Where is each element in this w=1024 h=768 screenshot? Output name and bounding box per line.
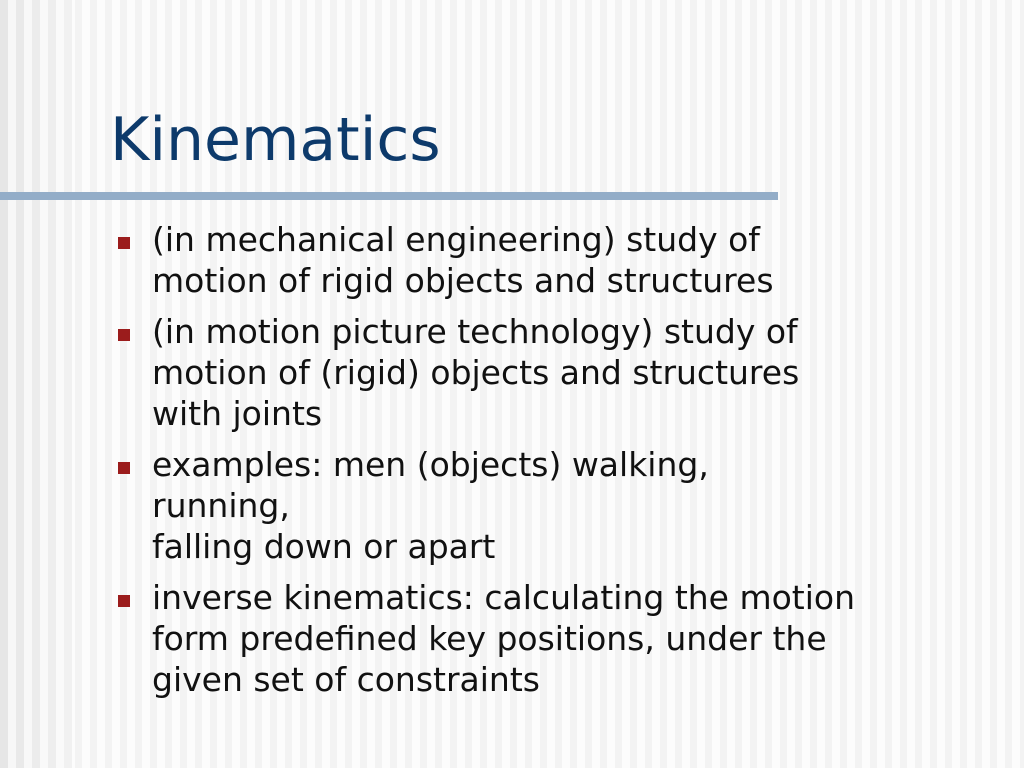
bullet-item (116, 311, 1016, 434)
bullet-item (116, 219, 1016, 301)
square-bullet-icon (118, 237, 130, 249)
title-divider (0, 192, 778, 200)
bullet-line: given set of constraints (152, 660, 540, 699)
bullet-line: inverse kinematics: calculating the motion (152, 578, 856, 617)
bullet-item (116, 444, 1016, 567)
bullet-line: falling down or apart (152, 527, 496, 566)
bullet-line: motion of (rigid) objects and structures (152, 353, 800, 392)
bullet-line: running, (152, 486, 290, 525)
square-bullet-icon (118, 595, 130, 607)
bullet-line: examples: men (objects) walking, (152, 445, 709, 484)
bullet-line: (in motion picture technology) study of (152, 312, 798, 351)
bullet-line: motion of rigid objects and structures (152, 261, 774, 300)
bullet-line: with joints (152, 394, 323, 433)
slide-title: Kinematics (110, 105, 441, 175)
square-bullet-icon (118, 329, 130, 341)
bullet-item (116, 577, 1016, 700)
bullet-line: (in mechanical engineering) study of (152, 220, 760, 259)
bullet-line: form predefined key positions, under the (152, 619, 827, 658)
bullet-list (116, 219, 1016, 710)
square-bullet-icon (118, 462, 130, 474)
